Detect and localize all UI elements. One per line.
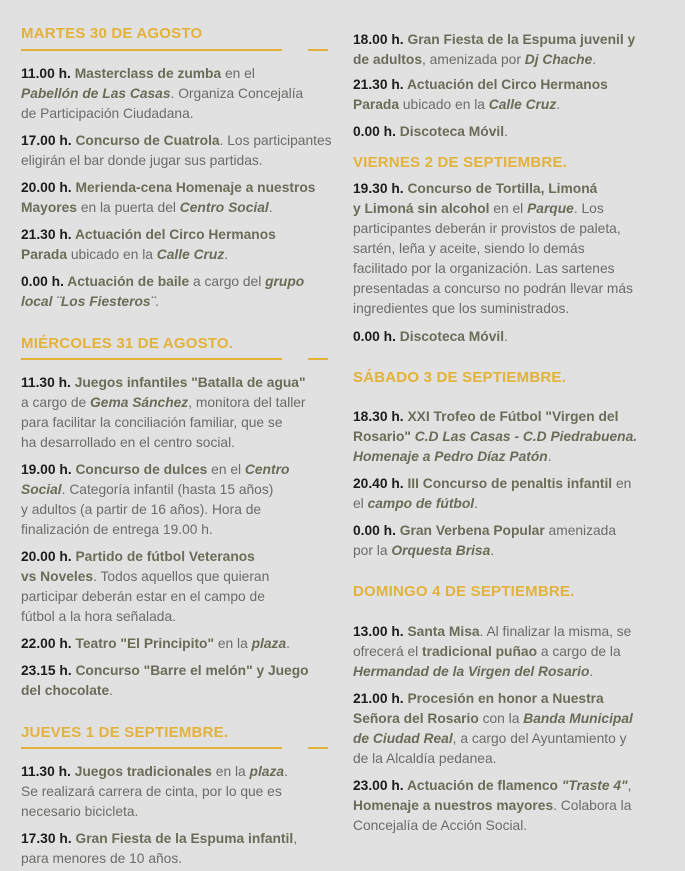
event-line [353, 122, 508, 142]
event-line [353, 179, 633, 199]
event-text: Juegos tradicionales [70, 764, 212, 779]
event-text: Pabellón de Las Casas [21, 86, 171, 101]
event-line [21, 849, 297, 869]
event-line [21, 661, 309, 681]
event-text: . Colabora la [553, 798, 632, 813]
event-text: Discoteca Móvil [395, 124, 505, 139]
event-entry [21, 547, 269, 627]
event-line [353, 95, 608, 115]
event-line [353, 30, 635, 50]
event-text: ubicado en la [67, 247, 157, 262]
event-line [353, 796, 631, 816]
event-text: plaza [251, 636, 287, 651]
event-line [353, 327, 508, 347]
event-text: plaza [249, 764, 285, 779]
event-line [21, 64, 303, 84]
event-time: 20.00 h. [21, 549, 72, 564]
event-line [21, 634, 290, 654]
event-line [21, 245, 276, 265]
event-text: en el [207, 462, 245, 477]
event-line [21, 225, 276, 245]
event-entry [21, 272, 304, 312]
event-line [21, 567, 269, 587]
event-text: . Categoría infantil (hasta 15 años) [61, 482, 274, 497]
event-text: presentadas a concurso no podrán llevar más [353, 281, 633, 296]
event-text: Concurso de Tortilla, Limoná [403, 181, 598, 196]
event-entry [353, 521, 616, 561]
event-text: por la [353, 543, 392, 558]
event-line [353, 494, 631, 514]
event-text: Orquesta Brisa [391, 543, 491, 558]
event-line [21, 520, 289, 540]
event-text: , a cargo del Ayuntamiento y [452, 731, 627, 746]
event-line [21, 587, 269, 607]
event-time: 20.00 h. [21, 180, 72, 195]
event-text: participar deberán estar en el campo de [21, 589, 265, 604]
event-text: fútbol a la hora señalada. [21, 609, 176, 624]
event-line [353, 50, 635, 70]
event-line [353, 299, 633, 319]
event-text: vs Noveles [21, 569, 94, 584]
event-text: Procesión en honor a Nuestra [403, 691, 604, 706]
event-text: finalización de entrega 19.00 h. [21, 522, 213, 537]
event-text: en la puerta del [76, 200, 180, 215]
event-entry [21, 373, 306, 453]
heading-rule [21, 49, 328, 51]
event-line [353, 219, 633, 239]
event-time: 21.30 h. [21, 227, 72, 242]
event-line [353, 239, 633, 259]
event-line [21, 681, 309, 701]
event-text: Dj Chache [524, 52, 593, 67]
event-text: Calle Cruz [156, 247, 225, 262]
event-line [353, 447, 637, 467]
event-text: . [547, 449, 552, 464]
event-text: . [155, 294, 160, 309]
event-line [21, 802, 288, 822]
event-line [353, 816, 631, 836]
event-time: 17.00 h. [21, 133, 72, 148]
event-text: Banda Municipal [523, 711, 633, 726]
event-entry [21, 762, 288, 822]
event-line [21, 292, 304, 312]
event-text: amenizada [544, 523, 617, 538]
event-line [353, 689, 633, 709]
event-text: en [612, 476, 632, 491]
event-line [353, 642, 631, 662]
event-text: de Ciudad Real [353, 731, 453, 746]
event-line [353, 259, 633, 279]
event-entry [353, 122, 508, 142]
event-entry [21, 178, 315, 218]
event-text: campo de fútbol [367, 496, 475, 511]
event-entry [353, 776, 631, 836]
event-text: Gran Fiesta de la Espuma infantil [71, 831, 294, 846]
event-text: . [224, 247, 229, 262]
event-line [21, 373, 306, 393]
event-time: 20.40 h. [353, 476, 404, 491]
event-text: participantes deberán ir provistos de paleta, [353, 221, 621, 236]
day-heading: MARTES 30 DE AGOSTO [21, 25, 203, 42]
event-line [21, 151, 332, 171]
event-text: Concurso "Barre el melón" y Juego [71, 663, 309, 678]
event-text: . [556, 97, 561, 112]
event-entry [21, 634, 290, 654]
event-text: ofrecerá el [353, 644, 423, 659]
event-line [21, 104, 303, 124]
event-line [353, 279, 633, 299]
event-text: . Los participantes [219, 133, 332, 148]
event-time: 0.00 h. [353, 523, 396, 538]
event-text: . [490, 543, 495, 558]
event-line [21, 413, 306, 433]
event-text: y adultos (a partir de 16 años). Hora de [21, 502, 262, 517]
heading-rule [21, 747, 328, 749]
event-line [353, 729, 633, 749]
event-text: Gran Fiesta de la Espuma juvenil y [403, 32, 636, 47]
event-text: a cargo de la [537, 644, 621, 659]
event-line [21, 460, 289, 480]
event-text: "Traste 4" [561, 778, 628, 793]
event-text: de Participación Ciudadana. [21, 106, 194, 121]
event-entry [21, 661, 309, 701]
event-text: en el [489, 201, 528, 216]
event-text: y Limoná sin alcohol [353, 201, 490, 216]
event-text: . Todos aquellos que quieran [93, 569, 270, 584]
event-text: Centro [244, 462, 290, 477]
event-time: 17.30 h. [21, 831, 72, 846]
event-text: . [504, 329, 508, 344]
day-heading: MIÉRCOLES 31 DE AGOSTO. [21, 335, 234, 352]
event-text: Concejalía de Acción Social. [353, 818, 528, 833]
event-line [21, 500, 289, 520]
event-text: C.D Las Casas - C.D Piedrabuena. [414, 429, 638, 444]
event-time: 22.00 h. [21, 636, 72, 651]
event-text: , monitora del taller [188, 395, 306, 410]
event-text: Parque [527, 201, 574, 216]
event-text: . Los [573, 201, 604, 216]
event-text: a cargo del [189, 274, 266, 289]
event-time: 23.00 h. [353, 778, 404, 793]
event-text: con la [478, 711, 524, 726]
event-text: sartén, leña y aceite, siendo lo demás [353, 241, 585, 256]
event-time: 21.00 h. [353, 691, 404, 706]
event-line [353, 427, 637, 447]
event-line [353, 75, 608, 95]
event-text: Santa Misa [403, 624, 480, 639]
event-text: Merienda-cena Homenaje a nuestros [71, 180, 316, 195]
event-line [21, 131, 332, 151]
event-line [353, 749, 633, 769]
event-text: , amenizada por [422, 52, 525, 67]
event-text: Parada [353, 97, 400, 112]
event-line [353, 474, 631, 494]
event-text: Rosario" [353, 429, 415, 444]
event-line [21, 547, 269, 567]
event-text: de adultos [353, 52, 422, 67]
event-text: en la [214, 636, 252, 651]
event-line [21, 198, 315, 218]
event-entry [353, 689, 633, 769]
event-text: ubicado en la [399, 97, 489, 112]
event-line [21, 272, 304, 292]
event-text: Teatro "El Principito" [71, 636, 215, 651]
event-time: 11.30 h. [21, 764, 71, 779]
event-entry [21, 225, 276, 265]
event-line [353, 776, 631, 796]
event-text: Actuación del Circo Hermanos [71, 227, 276, 242]
event-text: Se realizará carrera de cinta, por lo que es [21, 784, 282, 799]
event-text: Partido de fútbol Veteranos [71, 549, 255, 564]
event-line [21, 393, 306, 413]
day-heading: SÁBADO 3 DE SEPTIEMBRE. [353, 369, 566, 386]
event-text: Actuación del Circo Hermanos [403, 77, 608, 92]
event-line [353, 407, 637, 427]
event-text: para menores de 10 años. [21, 851, 183, 866]
event-time: 13.00 h. [353, 624, 404, 639]
event-text: . [589, 664, 594, 679]
event-text: Masterclass de zumba [70, 66, 222, 81]
event-time: 11.00 h. [21, 66, 71, 81]
day-heading: VIERNES 2 DE SEPTIEMBRE. [353, 154, 568, 171]
event-line [21, 433, 306, 453]
event-entry [353, 30, 635, 70]
event-entry [353, 622, 631, 682]
event-text: . [109, 683, 114, 698]
event-text: . Organiza Concejalía [170, 86, 304, 101]
event-text: Centro Social [179, 200, 269, 215]
day-heading: DOMINGO 4 DE SEPTIEMBRE. [353, 583, 575, 600]
event-time: 0.00 h. [21, 274, 64, 289]
event-text: Actuación de baile [63, 274, 190, 289]
event-entry [353, 407, 637, 467]
event-text: local ¨Los Fiesteros¨ [21, 294, 156, 309]
event-line [21, 762, 288, 782]
event-text: . [268, 200, 273, 215]
event-text: Homenaje a nuestros mayores [353, 798, 554, 813]
event-text: Actuación de flamenco [403, 778, 562, 793]
event-text: del chocolate [21, 683, 110, 698]
event-text: ha desarrollado en el centro social. [21, 435, 235, 450]
event-line [353, 622, 631, 642]
event-text: Hermandad de la Virgen del Rosario [353, 664, 590, 679]
event-text: Gran Verbena Popular [395, 523, 545, 538]
event-text: Concurso de dulces [71, 462, 208, 477]
event-text: Calle Cruz [488, 97, 557, 112]
event-text: , [627, 778, 632, 793]
event-text: . Al finalizar la misma, se [479, 624, 632, 639]
event-text: a cargo de [21, 395, 91, 410]
event-text: . [284, 764, 288, 779]
event-time: 0.00 h. [353, 124, 396, 139]
event-time: 18.00 h. [353, 32, 404, 47]
event-text: en la [211, 764, 250, 779]
event-line [21, 84, 303, 104]
event-time: 19.30 h. [353, 181, 404, 196]
event-entry [353, 327, 508, 347]
event-text: eligirán el bar donde jugar sus partidas. [21, 153, 263, 168]
event-text: de la Alcaldía pedanea. [353, 751, 497, 766]
event-text: XXI Trofeo de Fútbol "Virgen del [403, 409, 619, 424]
day-heading: JUEVES 1 DE SEPTIEMBRE. [21, 724, 229, 741]
event-text: Parada [21, 247, 68, 262]
event-line [21, 607, 269, 627]
event-line [21, 829, 297, 849]
event-entry [21, 829, 297, 869]
event-text: tradicional puñao [422, 644, 538, 659]
event-time: 21.30 h. [353, 77, 404, 92]
event-line [21, 178, 315, 198]
event-entry [353, 179, 633, 319]
event-line [21, 782, 288, 802]
event-line [353, 199, 633, 219]
event-text: . [592, 52, 597, 67]
event-text: . [286, 636, 290, 651]
event-text: . [504, 124, 508, 139]
event-text: para facilitar la conciliación familiar, que se [21, 415, 283, 430]
event-text: Discoteca Móvil [395, 329, 505, 344]
event-time: 11.30 h. [21, 375, 71, 390]
event-text: el [353, 496, 368, 511]
event-text: Juegos infantiles "Batalla de agua" [70, 375, 306, 390]
event-text: Social [21, 482, 62, 497]
event-line [353, 521, 616, 541]
event-entry [353, 474, 631, 514]
event-line [353, 541, 616, 561]
event-entry [21, 460, 289, 540]
event-entry [353, 75, 608, 115]
event-time: 0.00 h. [353, 329, 396, 344]
event-text: Gema Sánchez [90, 395, 189, 410]
event-text: Señora del Rosario [353, 711, 479, 726]
event-line [353, 709, 633, 729]
event-time: 23.15 h. [21, 663, 72, 678]
event-text: , [293, 831, 298, 846]
event-text: Mayores [21, 200, 77, 215]
event-entry [21, 131, 332, 171]
event-text: facilitado por la organización. Las sartenes [353, 261, 615, 276]
event-line [353, 662, 631, 682]
event-text: en el [221, 66, 255, 81]
event-text: grupo [265, 274, 305, 289]
event-time: 18.30 h. [353, 409, 404, 424]
event-text: Concurso de Cuatrola [71, 133, 220, 148]
event-line [21, 480, 289, 500]
event-text: Homenaje a Pedro Díaz Patón [353, 449, 548, 464]
event-text: necesario bicicleta. [21, 804, 139, 819]
event-text: . [474, 496, 478, 511]
event-time: 19.00 h. [21, 462, 72, 477]
event-text: III Concurso de penaltis infantil [403, 476, 613, 491]
heading-rule [21, 358, 328, 360]
event-entry [21, 64, 303, 124]
event-text: ingredientes que los suministrados. [353, 301, 570, 316]
